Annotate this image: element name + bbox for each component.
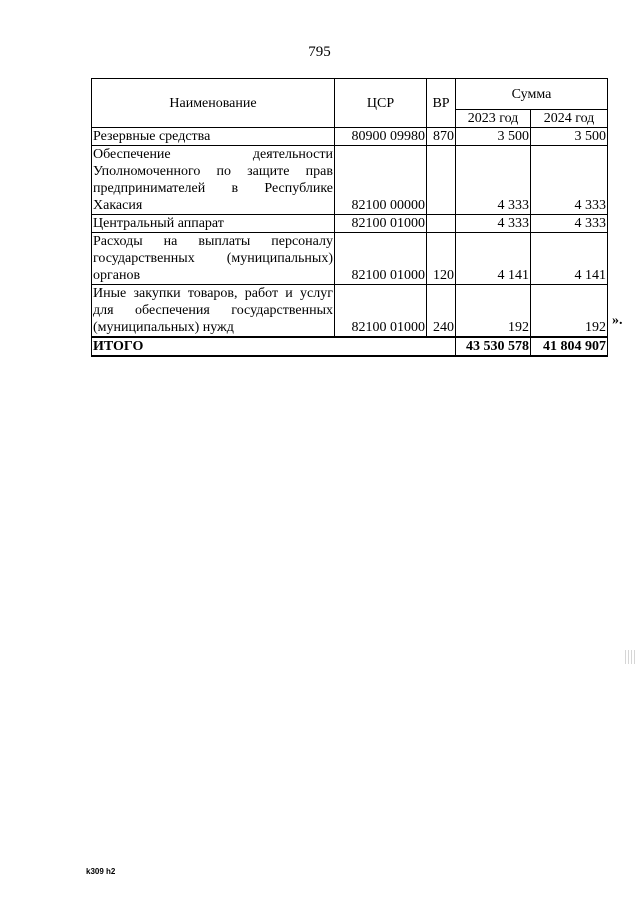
header-name: Наименование: [92, 79, 335, 128]
row-sum-2024: 192: [531, 285, 608, 338]
row-sum-2023: 4 333: [456, 146, 531, 215]
row-csr: 82100 01000: [335, 285, 427, 338]
row-csr: 82100 01000: [335, 233, 427, 285]
header-year-2024: 2024 год: [531, 110, 608, 128]
row-name: Расходы на выплаты персоналу государственных (муниципальных) органов: [93, 234, 333, 283]
row-csr: 82100 01000: [335, 215, 427, 233]
page-number: 795: [308, 44, 331, 60]
row-vr: [427, 146, 456, 215]
row-name: Резервные средства: [92, 128, 335, 146]
scan-artifact: [625, 650, 635, 664]
row-sum-2024: 4 333: [531, 146, 608, 215]
table-row: [92, 285, 608, 338]
total-label: ИТОГО: [92, 337, 456, 356]
budget-table: [91, 78, 608, 357]
row-vr: [427, 215, 456, 233]
row-name: Иные закупки товаров, работ и услуг для обеспечения государственных (муниципальных) нужд: [93, 286, 333, 335]
row-csr: 82100 00000: [335, 146, 427, 215]
table-row: [92, 215, 608, 233]
row-vr: 120: [427, 233, 456, 285]
row-vr: 870: [427, 128, 456, 146]
total-row: [92, 337, 608, 356]
row-name: Обеспечение деятельности Уполномоченного по защите прав предпринимателей в Республике Хакасия: [93, 147, 333, 213]
table-row: [92, 128, 608, 146]
header-vr: ВР: [427, 79, 456, 128]
table-row: [92, 233, 608, 285]
row-vr: 240: [427, 285, 456, 338]
header-csr: ЦСР: [335, 79, 427, 128]
row-sum-2024: 4 333: [531, 215, 608, 233]
row-sum-2023: 4 333: [456, 215, 531, 233]
row-sum-2023: 4 141: [456, 233, 531, 285]
closing-quote: ».: [612, 313, 623, 328]
table-row: [92, 146, 608, 215]
footer-code: k309 h2: [86, 867, 116, 876]
row-name: Центральный аппарат: [92, 215, 335, 233]
total-sum-2023: 43 530 578: [456, 337, 531, 356]
row-csr: 80900 09980: [335, 128, 427, 146]
row-sum-2024: 3 500: [531, 128, 608, 146]
total-sum-2024: 41 804 907: [531, 337, 608, 356]
header-year-2023: 2023 год: [456, 110, 531, 128]
row-sum-2024: 4 141: [531, 233, 608, 285]
row-sum-2023: 3 500: [456, 128, 531, 146]
row-sum-2023: 192: [456, 285, 531, 338]
header-sum: Сумма: [456, 79, 608, 110]
